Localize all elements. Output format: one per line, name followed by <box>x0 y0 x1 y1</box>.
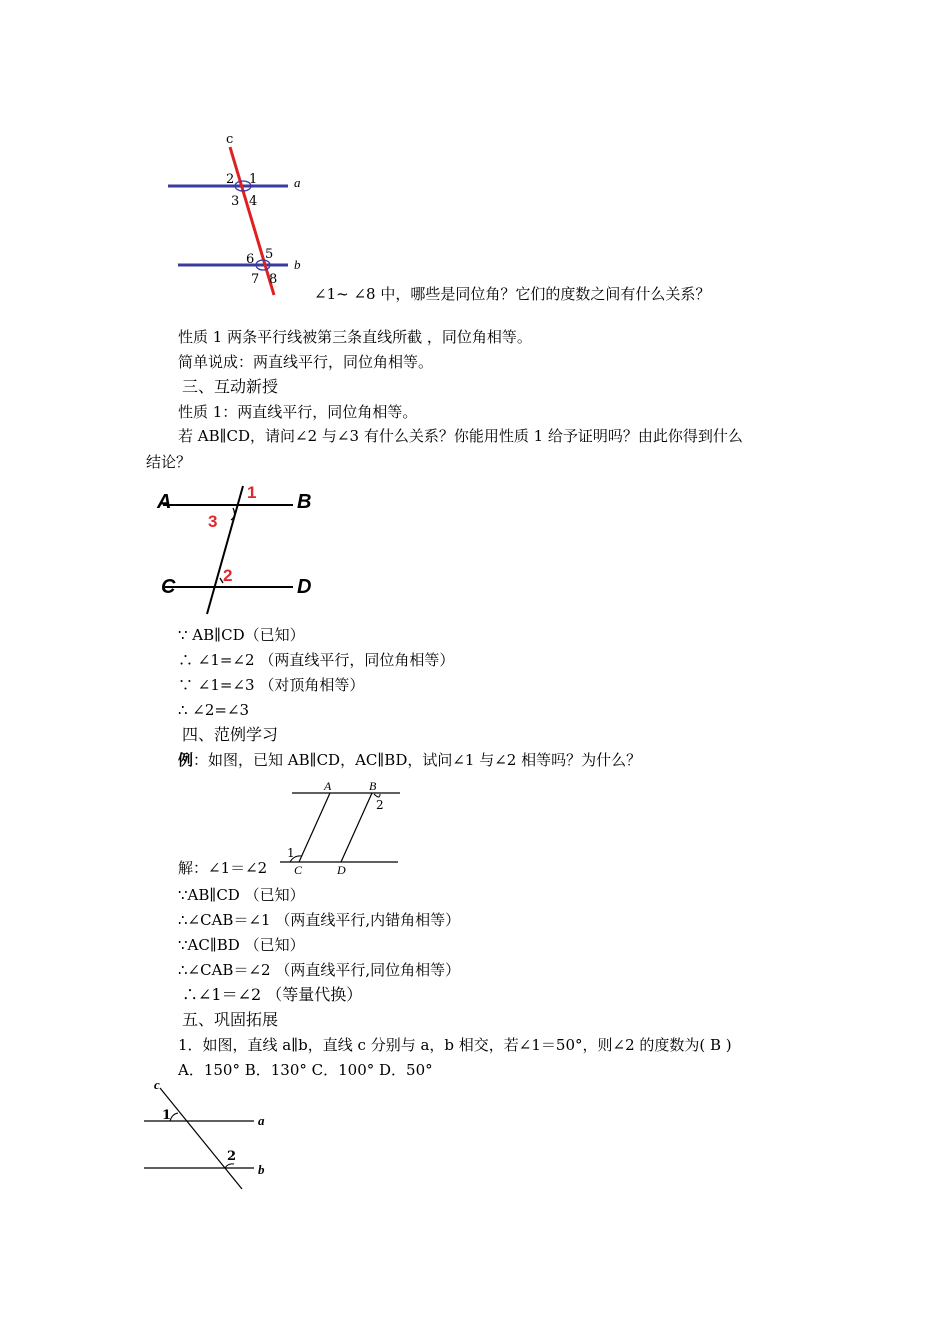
label-a: a <box>294 175 301 190</box>
solution-line-2: ∵AB∥CD （已知） <box>178 886 305 904</box>
label-c: c <box>226 132 234 147</box>
solution-line-3: ∴∠CAB＝∠1 （两直线平行,内错角相等） <box>178 911 461 929</box>
figure-exercise-lines <box>140 1078 280 1193</box>
label-C: C <box>161 576 176 598</box>
proof1-line-1: ∵ AB∥CD（已知） <box>178 626 305 644</box>
solution-line-5: ∴∠CAB＝∠2 （两直线平行,同位角相等） <box>178 961 461 979</box>
label-angle-7: 7 <box>251 272 260 287</box>
label-angle-2: 2 <box>376 798 384 812</box>
figure-parallel-lines-transversal <box>160 125 320 300</box>
label-a: a <box>258 1113 265 1128</box>
label-angle-6: 6 <box>246 252 255 267</box>
label-angle-1: 1 <box>249 172 258 187</box>
label-angle-3: 3 <box>231 194 240 209</box>
label-angle-2: 2 <box>227 1149 237 1164</box>
label-angle-3: 3 <box>208 512 218 531</box>
section3-question-line1: 若 AB∥CD，请问∠2 与∠3 有什么关系？你能用性质 1 给予证明吗？由此你得到什么 <box>178 427 743 445</box>
property-1-text: 性质 1 两条平行线被第三条直线所截 ，同位角相等。 <box>178 328 532 346</box>
proof1-line-4: ∴ ∠2=∠3 <box>178 701 250 719</box>
proof1-line-3: ∵ ∠1=∠3 （对顶角相等） <box>178 676 365 694</box>
label-D: D <box>297 576 312 598</box>
figure-ab-cd <box>155 478 330 618</box>
example-question <box>178 750 641 770</box>
solution-line-4: ∵AC∥BD （已知） <box>178 936 305 954</box>
label-B: B <box>297 491 312 513</box>
solution-line-6: ∴∠1＝∠2 （等量代换） <box>182 985 363 1004</box>
label-angle-2: 2 <box>223 566 233 585</box>
label-angle-1: 1 <box>247 483 257 502</box>
label-D: D <box>337 863 346 877</box>
label-angle-2: 2 <box>226 172 235 187</box>
section3-property: 性质 1：两直线平行，同位角相等。 <box>178 403 418 421</box>
exercise-1-options: A．150° B．130° C．100° D．50° <box>178 1061 433 1079</box>
label-angle-1: 1 <box>162 1108 172 1123</box>
label-angle-1: 1 <box>287 846 295 860</box>
label-b: b <box>294 257 301 272</box>
label-angle-5: 5 <box>265 247 274 262</box>
label-B: B <box>369 779 377 793</box>
exercise-1-question: 1．如图，直线 a∥b，直线 c 分别与 a，b 相交，若∠1＝50°，则∠2 的度数为( B ) <box>178 1036 732 1054</box>
simple-statement: 简单说成：两直线平行，同位角相等。 <box>178 353 434 371</box>
proof1-line-2: ∴ ∠1=∠2 （两直线平行，同位角相等） <box>178 651 455 669</box>
example-text: ：如图，已知 AB∥CD，AC∥BD，试问∠1 与∠2 相等吗？为什么？ <box>193 751 642 769</box>
fig1-question: ∠1~ ∠8 中，哪些是同位角？它们的度数之间有什么关系？ <box>314 285 711 303</box>
section3-heading: 三、互动新授 <box>182 377 279 396</box>
label-C: C <box>294 863 303 877</box>
figure-parallelogram <box>270 778 410 878</box>
label-angle-4: 4 <box>249 194 258 209</box>
label-A: A <box>157 491 172 513</box>
label-c: c <box>154 1077 160 1092</box>
label-A: A <box>324 779 332 793</box>
solution-line-1: 解：∠1＝∠2 <box>178 859 268 877</box>
example-label: 例 <box>178 751 194 769</box>
section5-heading: 五、巩固拓展 <box>182 1010 279 1029</box>
label-angle-8: 8 <box>269 272 278 287</box>
section4-heading: 四、范例学习 <box>182 725 279 744</box>
section3-question-line2: 结论？ <box>146 453 192 471</box>
label-b: b <box>258 1162 265 1177</box>
